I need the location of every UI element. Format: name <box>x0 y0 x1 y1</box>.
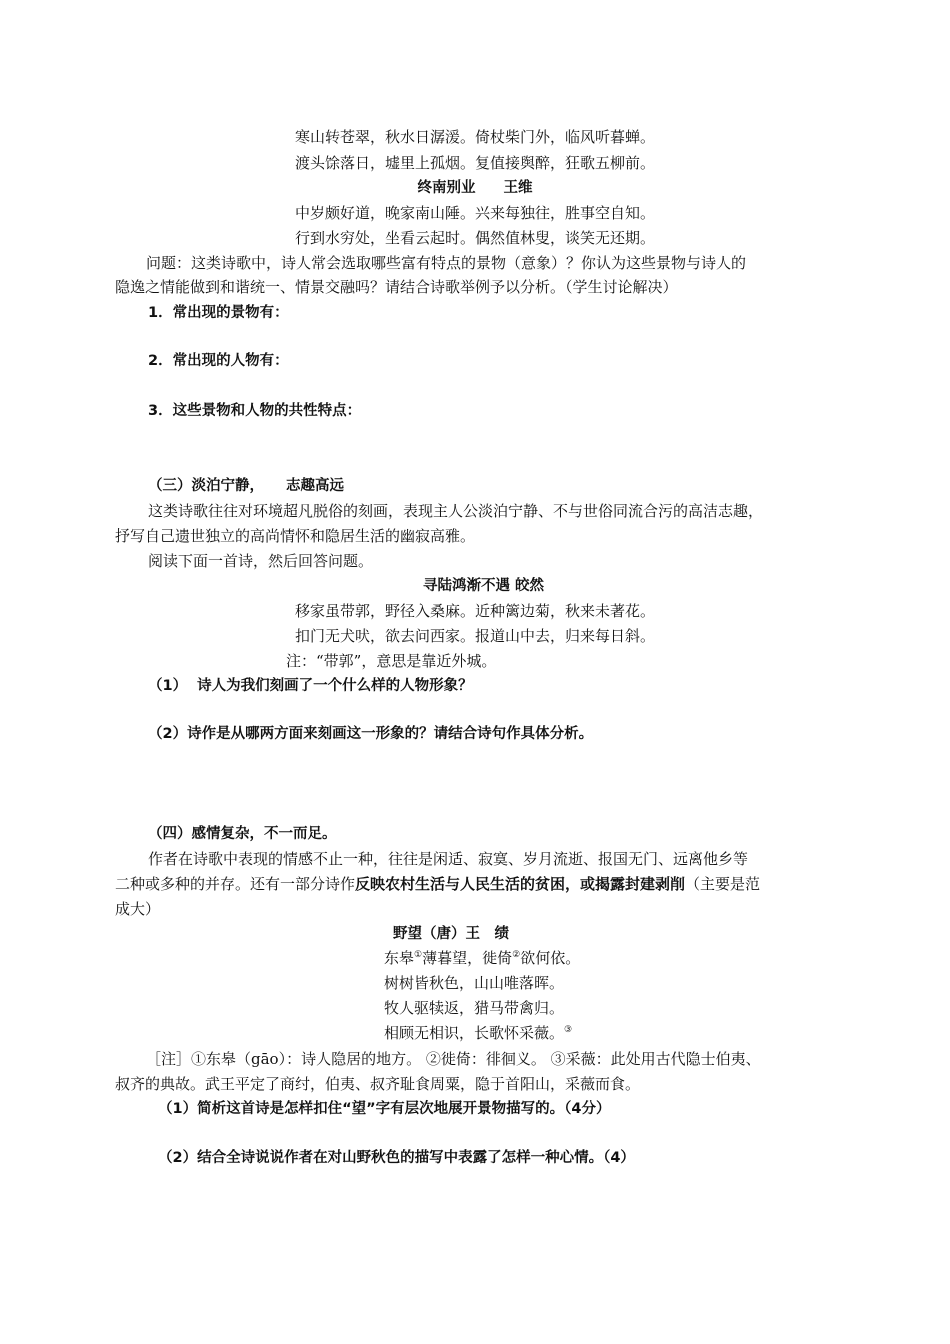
section3-question2: （2）诗作是从哪两方面来刻画这一形象的？请结合诗句作具体分析。 <box>148 726 594 742</box>
section3-question1: （1） 诗人为我们刻画了一个什么样的人物形象？ <box>148 678 473 694</box>
section4-poem-line1 <box>384 947 580 969</box>
poem2-title-line <box>0 177 950 199</box>
section3-poem-line1: 移家虽带郭，野径入桑麻。近种篱边菊，秋来未著花。 <box>295 602 656 620</box>
poem-text: 相顾无相识，长歌怀采薇。 <box>384 1024 565 1042</box>
section3-poem-line2: 扣门无犬吠，欲去问西家。报道山中去，归来每日斜。 <box>295 627 656 645</box>
section4-poem-line2: 树树皆秋色，山山唯落晖。 <box>384 974 565 992</box>
section4-poem-line3: 牧人驱犊返，猎马带禽归。 <box>384 999 565 1017</box>
footnote-marker: ① <box>414 950 423 960</box>
section4-note-line1: ［注］①东皋（gāo）：诗人隐居的地方。 ②徙倚：徘徊义。 ③采薇：此处用古代隐士伯夷、 <box>146 1050 761 1068</box>
section4-para-line2-c: （主要是范 <box>685 875 761 893</box>
poem1-line2: 渡头馀落日，墟里上孤烟。复值接舆醉，狂歌五柳前。 <box>294 154 655 172</box>
footnote-marker: ② <box>512 950 521 960</box>
question-main-line2: 隐逸之情能做到和谐统一、情景交融吗？请结合诗歌举例予以分析。（学生讨论解决） <box>115 278 678 296</box>
section4-para-line1: 作者在诗歌中表现的情感不止一种，往往是闲适、寂寞、岁月流逝、报国无门、远离他乡等 <box>148 850 749 868</box>
poem1-line1: 寒山转苍翠，秋水日潺湲。倚杖柴门外，临风听暮蝉。 <box>294 128 655 146</box>
section4-para-line3: 成大） <box>115 900 161 918</box>
poem-text: 薄暮望，徙倚 <box>422 949 513 967</box>
item-figures: 2．常出现的人物有： <box>148 353 289 369</box>
section3-heading-a: （三）淡泊宁静， <box>148 478 264 494</box>
section3-para-line1: 这类诗歌往往对环境超凡脱俗的刻画，表现主人公淡泊宁静、不与世俗同流合污的高洁志趣， <box>148 502 764 520</box>
section4-para-line2-bold: 反映农村生活与人民生活的贫困，或揭露封建剥削 <box>355 875 686 893</box>
section3-note: 注：“带郭”，意思是靠近外城。 <box>286 652 497 670</box>
poem2-author: 王维 <box>503 180 533 196</box>
item-common-traits: 3．这些景物和人物的共性特点： <box>148 403 362 419</box>
section4-para-line2 <box>115 873 760 895</box>
footnote-marker: ③ <box>564 1025 573 1035</box>
poem2-line1: 中岁颇好道，晚家南山陲。兴来每独往，胜事空自知。 <box>294 204 655 222</box>
section4-heading: （四）感情复杂，不一而足。 <box>148 826 337 842</box>
section4-note-line2: 叔齐的典故。武王平定了商纣，伯夷、叔齐耻食周粟，隐于首阳山，采薇而食。 <box>115 1075 641 1093</box>
section4-question2: （2）结合全诗说说作者在对山野秋色的描写中表露了怎样一种心情。（4） <box>158 1150 635 1166</box>
section3-read-prompt: 阅读下面一首诗，然后回答问题。 <box>148 552 374 570</box>
poem-text: 欲何依。 <box>520 949 581 967</box>
poem2-line2: 行到水穷处，坐看云起时。偶然值林叟，谈笑无还期。 <box>294 229 655 247</box>
poem-text: 东皋 <box>384 949 415 967</box>
question-main-line1: 问题：这类诗歌中，诗人常会选取哪些富有特点的景物（意象）？你认为这些景物与诗人的 <box>146 254 747 272</box>
section3-heading-b: 志趣高远 <box>286 478 344 494</box>
section4-question1: （1）简析这首诗是怎样扣住“望”字有层次地展开景物描写的。（4分） <box>158 1101 611 1117</box>
section4-poem-title: 野望（唐）王 绩 <box>393 926 509 942</box>
section3-poem-title: 寻陆鸿渐不遇 皎然 <box>423 578 545 594</box>
section3-para-line2: 抒写自己遗世独立的高尚情怀和隐居生活的幽寂高雅。 <box>115 527 476 545</box>
section4-para-line2-a: 二种或多种的并存。还有一部分诗作 <box>115 875 356 893</box>
section3-heading <box>148 475 344 497</box>
section4-poem-line4 <box>384 1022 572 1044</box>
item-scenery: 1．常出现的景物有： <box>148 305 289 321</box>
poem2-title: 终南别业 <box>417 180 476 196</box>
